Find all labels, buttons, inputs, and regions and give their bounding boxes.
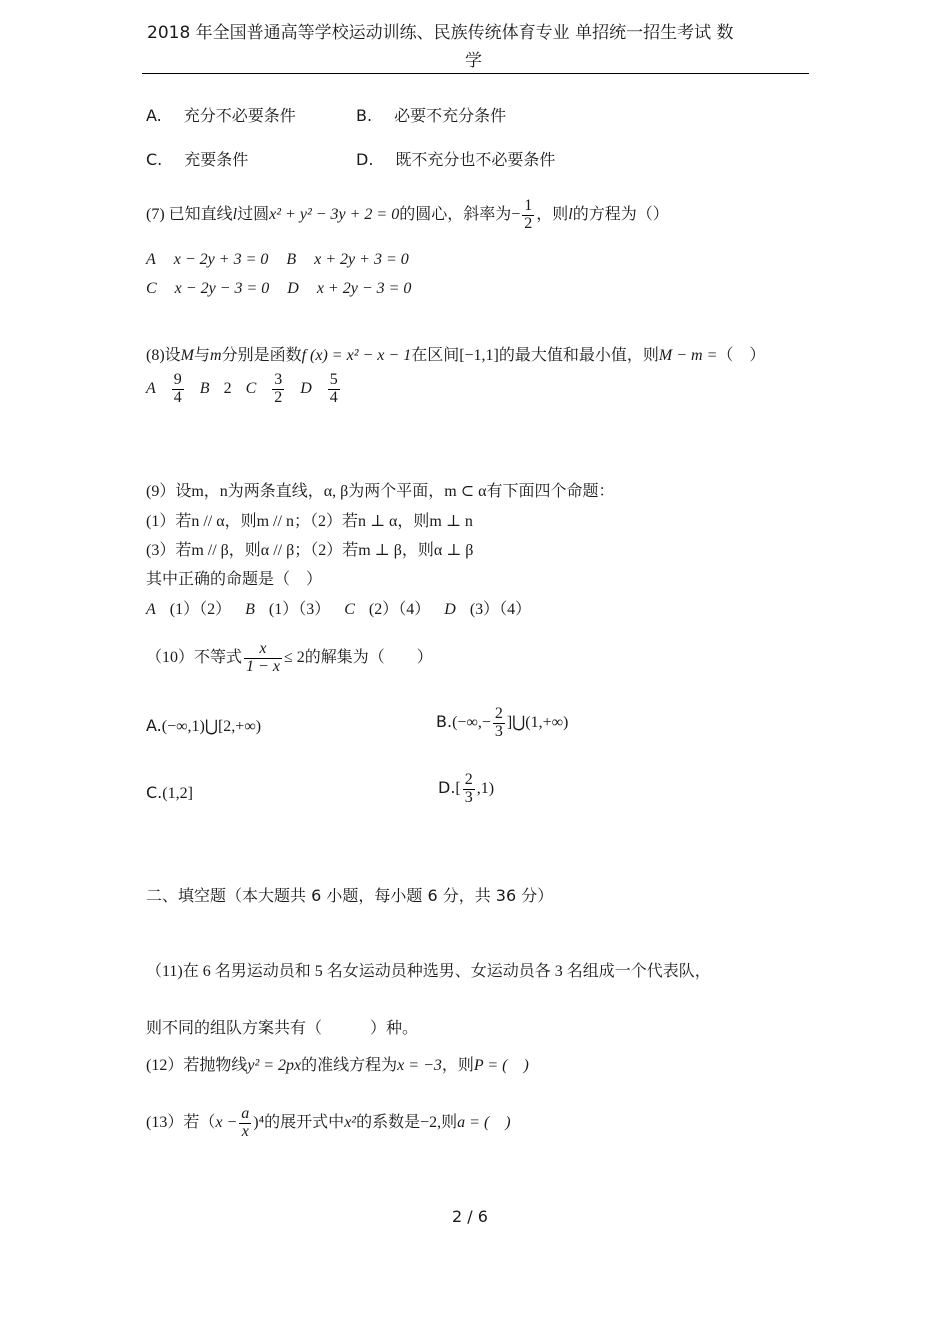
q6-option-a: A. 充分不必要条件 — [146, 106, 296, 125]
q9-statement-3-4: (3）若m // β，则α // β；（2）若m ⊥ β，则α ⊥ β — [146, 542, 474, 559]
q6-option-c: C. 充要条件 — [146, 150, 249, 169]
q10-option-a: A.(−∞,1)⋃[2,+∞) — [146, 716, 262, 735]
q10-option-d: D.[ $\frac{2}{3}$ ,1) — [438, 771, 495, 806]
q8-options: A $\frac{9}{4}$ B 2 C $\frac{3}{2}$ D $\frac{5}{4}$ — [146, 371, 338, 406]
section-title-fill-in: 二、填空题（本大题共 6 小题，每小题 6 分，共 36 分） — [146, 886, 554, 905]
q6-option-d: D. 既不充分也不必要条件 — [356, 150, 556, 169]
q6-option-b: B. 必要不充分条件 — [356, 106, 507, 125]
page-header-line2: 学 — [465, 51, 482, 71]
q9-question: (9）设m，n为两条直线，α, β为两个平面，m ⊂ α有下面四个命题： — [146, 483, 615, 500]
q9-statement-1-2: (1）若n // α，则m // n；（2）若n ⊥ α，则m ⊥ n — [146, 513, 473, 530]
q13-question: (13）若（x − $\frac{a}{x}$ )⁴的展开式中x²的系数是−2,则a = ( ) — [146, 1105, 511, 1140]
q11-line2: 则不同的组队方案共有（ ）种。 — [146, 1020, 419, 1037]
page-number: 2 / 6 — [452, 1207, 488, 1226]
q7-options-cd: C x − 2y − 3 = 0 D x + 2y − 3 = 0 — [146, 280, 412, 297]
q7-question: (7) 已知直线l过圆x² + y² − 3y + 2 = 0的圆心，斜率为− $\frac{1}{2}$ ，则l的方程为（） — [146, 197, 669, 232]
q7-options-ab: A x − 2y + 3 = 0 B x + 2y + 3 = 0 — [146, 251, 409, 268]
q9-prompt: 其中正确的命题是（ ） — [146, 571, 323, 588]
q10-option-b: B.(−∞,− $\frac{2}{3}$ ]⋃(1,+∞) — [436, 705, 569, 740]
q8-question: (8)设M与m分别是函数f (x) = x² − x − 1在区间[−1,1]的最大值和最小值，则M − m =（ ） — [146, 347, 766, 364]
header-rule — [142, 73, 809, 74]
page-header-line1: 2018 年全国普通高等学校运动训练、民族传统体育专业 单招统一招生考试 数 — [147, 23, 734, 43]
q10-option-c: C.(1,2] — [146, 783, 193, 802]
q12-question: (12）若抛物线y² = 2px的准线方程为x = −3，则P = ( ) — [146, 1057, 529, 1074]
q9-options: A (1）（2） B (1）（3） C (2）（4） D (3）（4） — [146, 601, 532, 618]
q11-line1: （11)在 6 名男运动员和 5 名女运动员种选男、女运动员各 3 名组成一个代表队， — [146, 963, 711, 980]
q10-question: （10）不等式 $\frac{x}{1 - x}$ ≤ 2的解集为（ ） — [146, 640, 433, 675]
